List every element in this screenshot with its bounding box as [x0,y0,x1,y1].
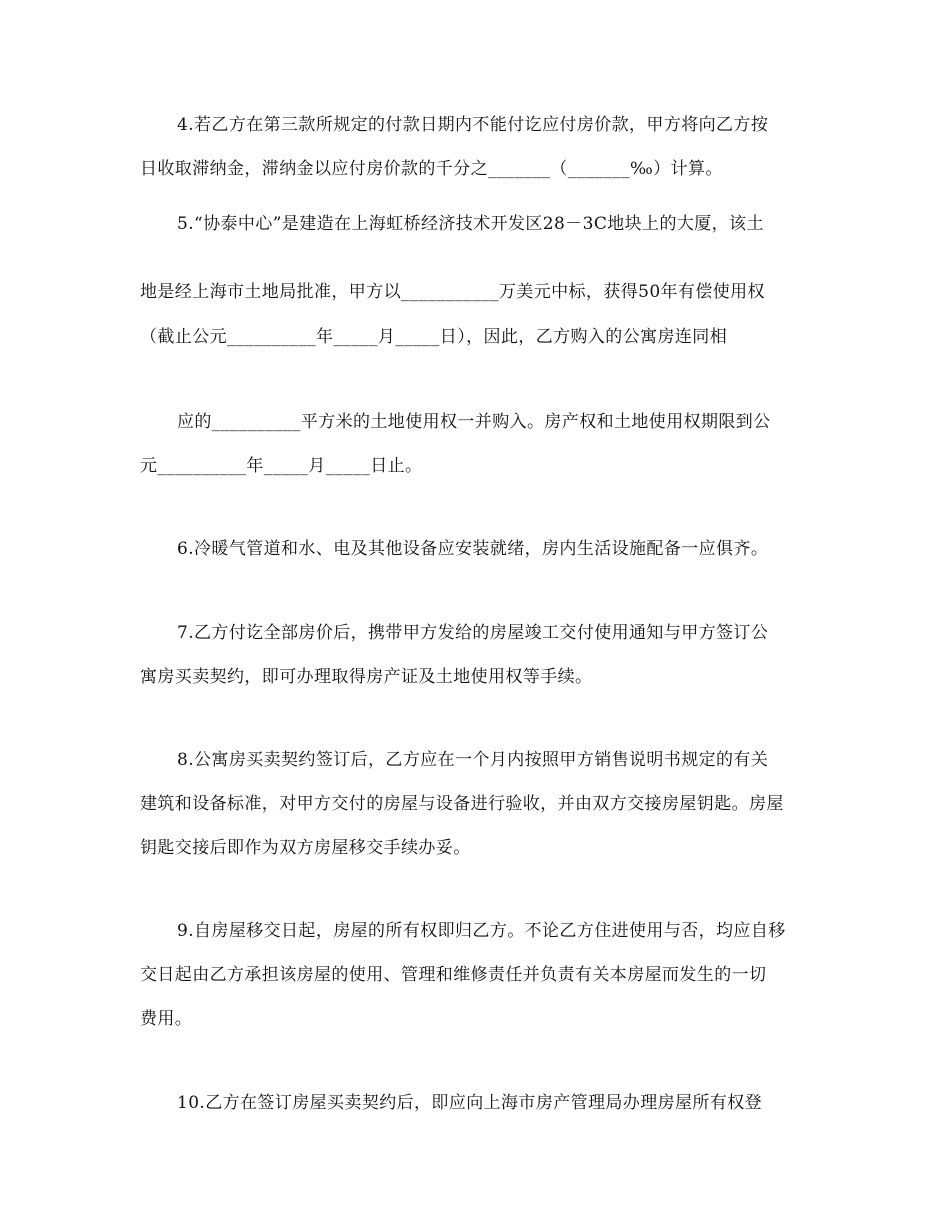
clause-5-line-3: （截止公元__________年_____月_____日），因此，乙方购入的公寓房连同相 [140,327,728,347]
clause-5-line-1: 5.“协泰中心”是建造在上海虹桥经济技术开发区28－3C地块上的大厦，该土 [177,214,764,234]
clause-8-line-3: 钥匙交接后即作为双方房屋移交手续办妥。 [140,838,471,858]
clause-8-line-2: 建筑和设备标准，对甲方交付的房屋与设备进行验收，并由双方交接房屋钥匙。房屋 [140,794,784,814]
clause-4-line-2: 日收取滞纳金，滞纳金以应付房价款的千分之_______（_______‰）计算。 [140,159,723,179]
clause-9-line-1: 9.自房屋移交日起，房屋的所有权即归乙方。不论乙方住进使用与否，均应自移 [177,921,786,941]
clause-4-line-1: 4.若乙方在第三款所规定的付款日期内不能付讫应付房价款，甲方将向乙方按 [177,115,769,135]
clause-5-line-2: 地是经上海市土地局批准，甲方以___________万美元中标，获得50年有偿使用权 [140,282,765,302]
clause-10-line-1: 10.乙方在签订房屋买卖契约后，即应向上海市房产管理局办理房屋所有权登 [177,1093,763,1113]
clause-9-line-3: 费用。 [140,1009,193,1029]
clause-5-line-5: 元__________年_____月_____日止。 [140,456,423,476]
clause-7-line-1: 7.乙方付讫全部房价后，携带甲方发给的房屋竣工交付使用通知与甲方签订公 [177,623,769,643]
clause-7-line-2: 寓房买卖契约，即可办理取得房产证及土地使用权等手续。 [140,667,593,687]
clause-8-line-1: 8.公寓房买卖契约签订后，乙方应在一个月内按照甲方销售说明书规定的有关 [177,750,769,770]
clause-9-line-2: 交日起由乙方承担该房屋的使用、管理和维修责任并负责有关本房屋而发生的一切 [140,965,767,985]
clause-5-line-4: 应的__________平方米的土地使用权一并购入。房产权和土地使用权期限到公 [177,412,771,432]
clause-6-line-1: 6.冷暖气管道和水、电及其他设备应安装就绪，房内生活设施配备一应俱齐。 [177,539,769,559]
